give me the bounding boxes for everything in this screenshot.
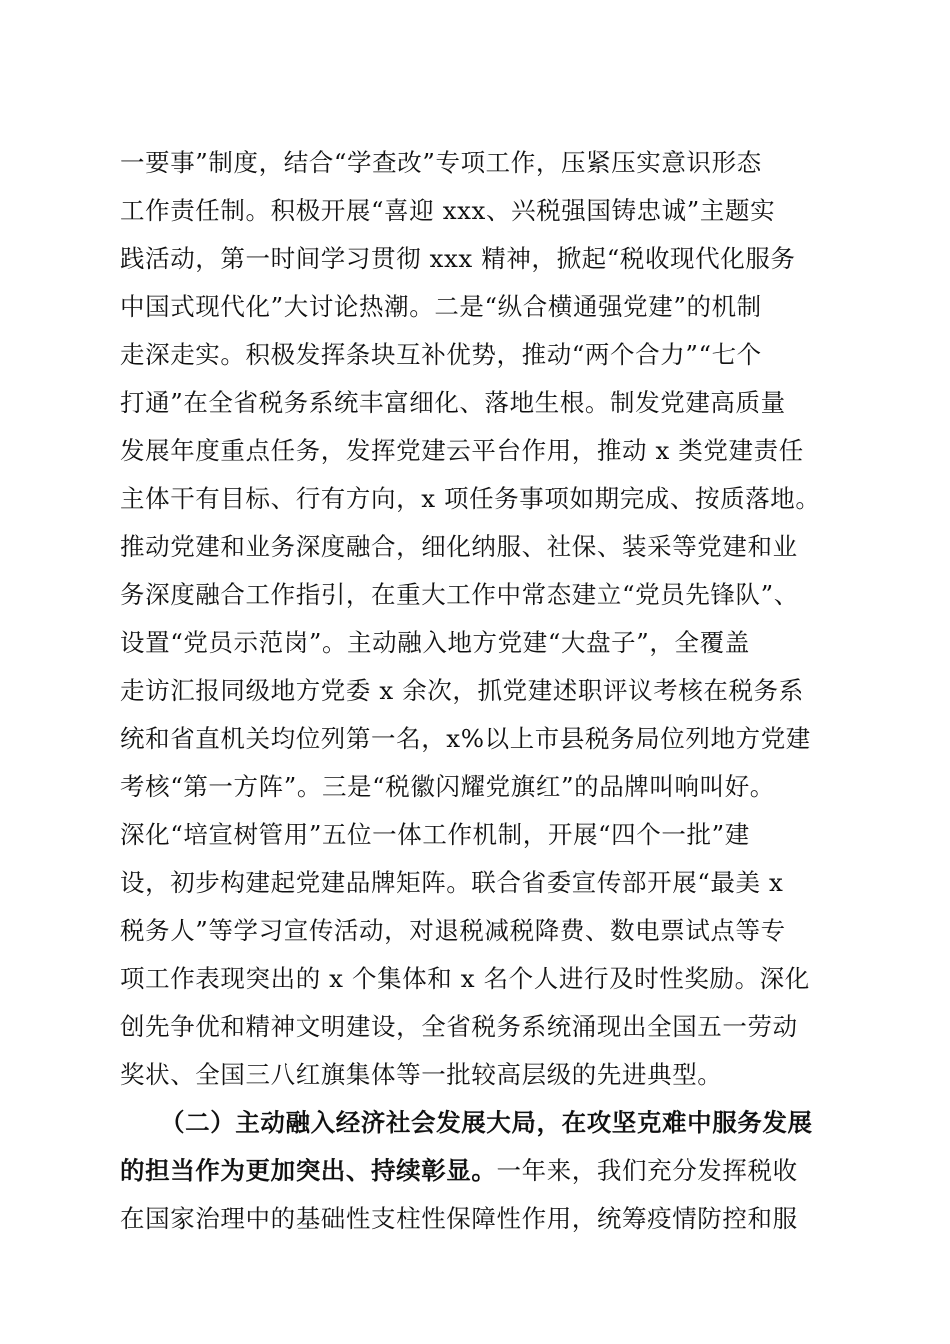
paragraph-line: 项工作表现突出的 x 个集体和 x 名个人进行及时性奖励。深化	[120, 964, 810, 993]
paragraph-line: 推动党建和业务深度融合，细化纳服、社保、装采等党建和业	[120, 532, 798, 561]
paragraph-line: 在国家治理中的基础性支柱性保障性作用，统筹疫情防控和服	[120, 1204, 798, 1233]
paragraph-line: 设置“党员示范岗”。主动融入地方党建“大盘子”，全覆盖	[120, 628, 750, 657]
paragraph-line: 设，初步构建起党建品牌矩阵。联合省委宣传部开展“最美 x	[120, 868, 784, 897]
paragraph-line: 走深走实。积极发挥条块互补优势，推动“两个合力”“七个	[120, 340, 762, 369]
paragraph-line: 打通”在全省税务系统丰富细化、落地生根。制发党建高质量	[120, 388, 786, 417]
section-heading-continuation	[120, 1151, 830, 1191]
paragraph-line: 一要事”制度，结合“学查改”专项工作，压紧压实意识形态	[120, 148, 762, 177]
paragraph-line: 统和省直机关均位列第一名，x%以上市县税务局位列地方党建	[120, 724, 811, 753]
paragraph-line: 创先争优和精神文明建设，全省税务系统涌现出全国五一劳动	[120, 1012, 798, 1041]
paragraph-line: 奖状、全国三八红旗集体等一批较高层级的先进典型。	[120, 1060, 723, 1089]
paragraph-line: 税务人”等学习宣传活动，对退税减税降费、数电票试点等专	[120, 916, 786, 945]
paragraph-line: 工作责任制。积极开展“喜迎 xxx、兴税强国铸忠诚”主题实	[120, 196, 776, 225]
section-body-start: 一年来，我们充分发挥税收	[496, 1156, 798, 1185]
paragraph-line: 发展年度重点任务，发挥党建云平台作用，推动 x 类党建责任	[120, 436, 804, 465]
section-heading-tail: 的担当作为更加突出、持续彰显。	[120, 1156, 497, 1185]
paragraph-line: 践活动，第一时间学习贯彻 xxx 精神，掀起“税收现代化服务	[120, 244, 796, 273]
paragraph-line: 深化“培宣树管用”五位一体工作机制，开展“四个一批”建	[120, 820, 750, 849]
paragraph-line: 考核“第一方阵”。三是“税徽闪耀党旗红”的品牌叫响叫好。	[120, 772, 775, 801]
section-heading: （二）主动融入经济社会发展大局，在攻坚克难中服务发展	[160, 1108, 813, 1137]
paragraph-line: 走访汇报同级地方党委 x 余次，抓党建述职评议考核在税务系	[120, 676, 804, 705]
paragraph-line: 中国式现代化”大讨论热潮。二是“纵合横通强党建”的机制	[120, 292, 762, 321]
paragraph-line: 务深度融合工作指引，在重大工作中常态建立“党员先锋队”、	[120, 580, 799, 609]
paragraph-line: 主体干有目标、行有方向，x 项任务事项如期完成、按质落地。	[120, 484, 821, 513]
